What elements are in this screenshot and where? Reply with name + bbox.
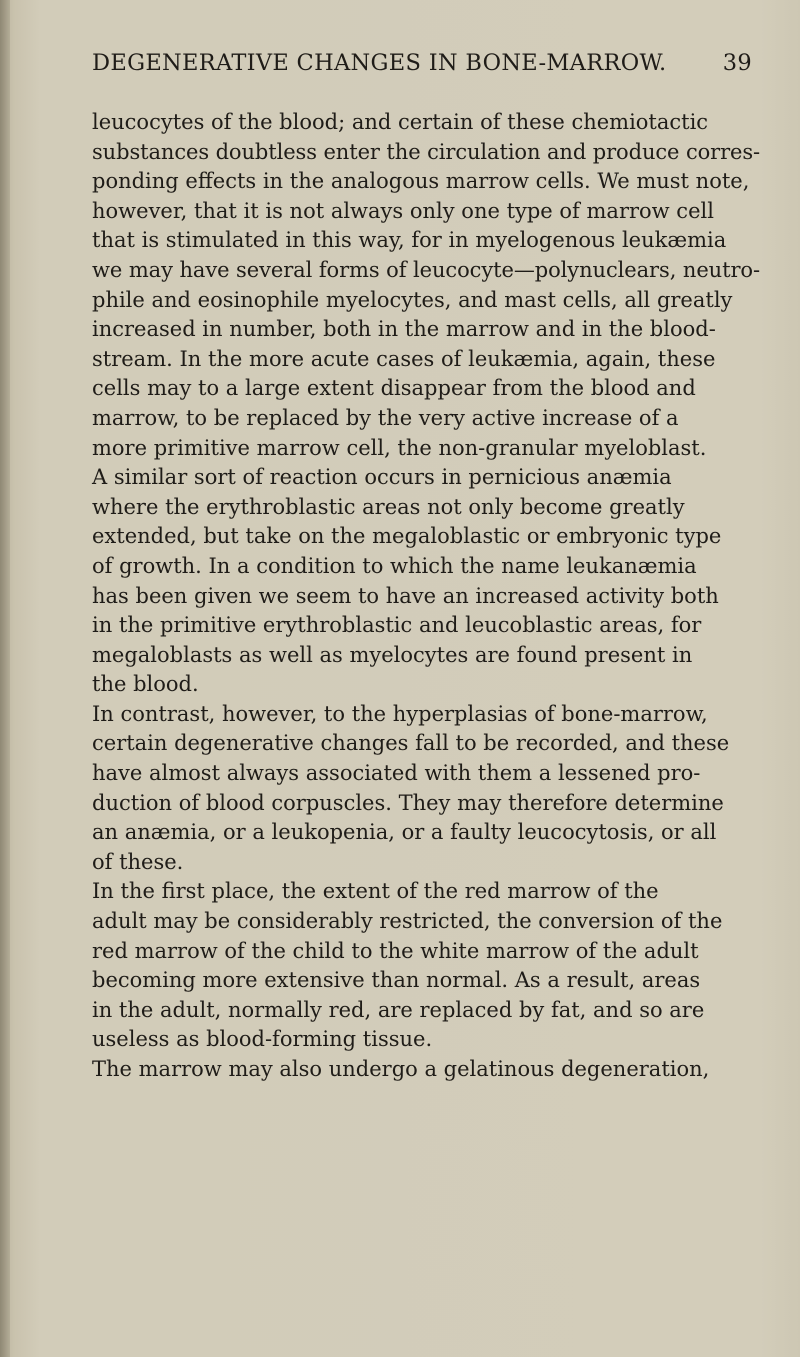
text-line: more primitive marrow cell, the non-granular myeloblast. [92, 435, 707, 460]
text-line: in the adult, normally red, are replaced by fat, and so are [92, 997, 705, 1022]
text-line: useless as blood-forming tissue. [92, 1027, 433, 1052]
text-line: we may have several forms of leucocyte—polynuclears, neutro- [92, 257, 760, 282]
text-line: extended, but take on the megaloblastic or embryonic type [92, 524, 722, 549]
text-line: stream. In the more acute cases of leukæmia, again, these [92, 346, 716, 371]
text-line: red marrow of the child to the white marrow of the adult [92, 938, 699, 963]
text-line: increased in number, both in the marrow and in the blood- [92, 317, 716, 342]
text-line: duction of blood corpuscles. They may therefore determine [92, 790, 724, 815]
page-number: 39 [722, 50, 752, 76]
running-head-title: DEGENERATIVE CHANGES IN BONE-MARROW. [92, 50, 667, 76]
text-line: The marrow may also undergo a gelatinous degeneration, [92, 1057, 710, 1081]
text-line: however, that it is not always only one type of marrow cell [92, 198, 714, 223]
text-line: an anæmia, or a leukopenia, or a faulty leucocytosis, or all [92, 820, 717, 845]
text-line: In the first place, the extent of the red marrow of the [92, 879, 659, 904]
text-line: have almost always associated with them a lessened pro- [92, 761, 701, 786]
text-line: the blood. [92, 672, 199, 697]
text-line: marrow, to be replaced by the very active increase of a [92, 405, 679, 430]
text-line: has been given we seem to have an increased activity both [92, 583, 719, 608]
text-line: ponding effects in the analogous marrow cells. We must note, [92, 169, 750, 194]
text-line: adult may be considerably restricted, the conversion of the [92, 909, 723, 934]
text-line: of growth. In a condition to which the name leukanæmia [92, 553, 697, 578]
text-line: that is stimulated in this way, for in myelogenous leukæmia [92, 228, 727, 253]
text-line: of these. [92, 849, 184, 874]
text-line: where the erythroblastic areas not only become greatly [92, 494, 685, 519]
text-line: In contrast, however, to the hyperplasias of bone-marrow, [92, 701, 708, 726]
text-line: phile and eosinophile myelocytes, and mast cells, all greatly [92, 287, 733, 312]
text-line: in the primitive erythroblastic and leucoblastic areas, for [92, 613, 702, 638]
text-line: substances doubtless enter the circulation and produce corres- [92, 139, 761, 164]
body-text [92, 108, 760, 1085]
text-line: becoming more extensive than normal. As a result, areas [92, 968, 701, 993]
text-line: leucocytes of the blood; and certain of these chemiotactic [92, 110, 709, 134]
text-line: megaloblasts as well as myelocytes are found present in [92, 642, 693, 667]
running-head [92, 50, 752, 84]
text-line: certain degenerative changes fall to be recorded, and these [92, 731, 730, 756]
text-line: cells may to a large extent disappear from the blood and [92, 376, 696, 401]
text-line: A similar sort of reaction occurs in pernicious anæmia [92, 465, 672, 490]
page-gutter-shadow [0, 0, 10, 1357]
